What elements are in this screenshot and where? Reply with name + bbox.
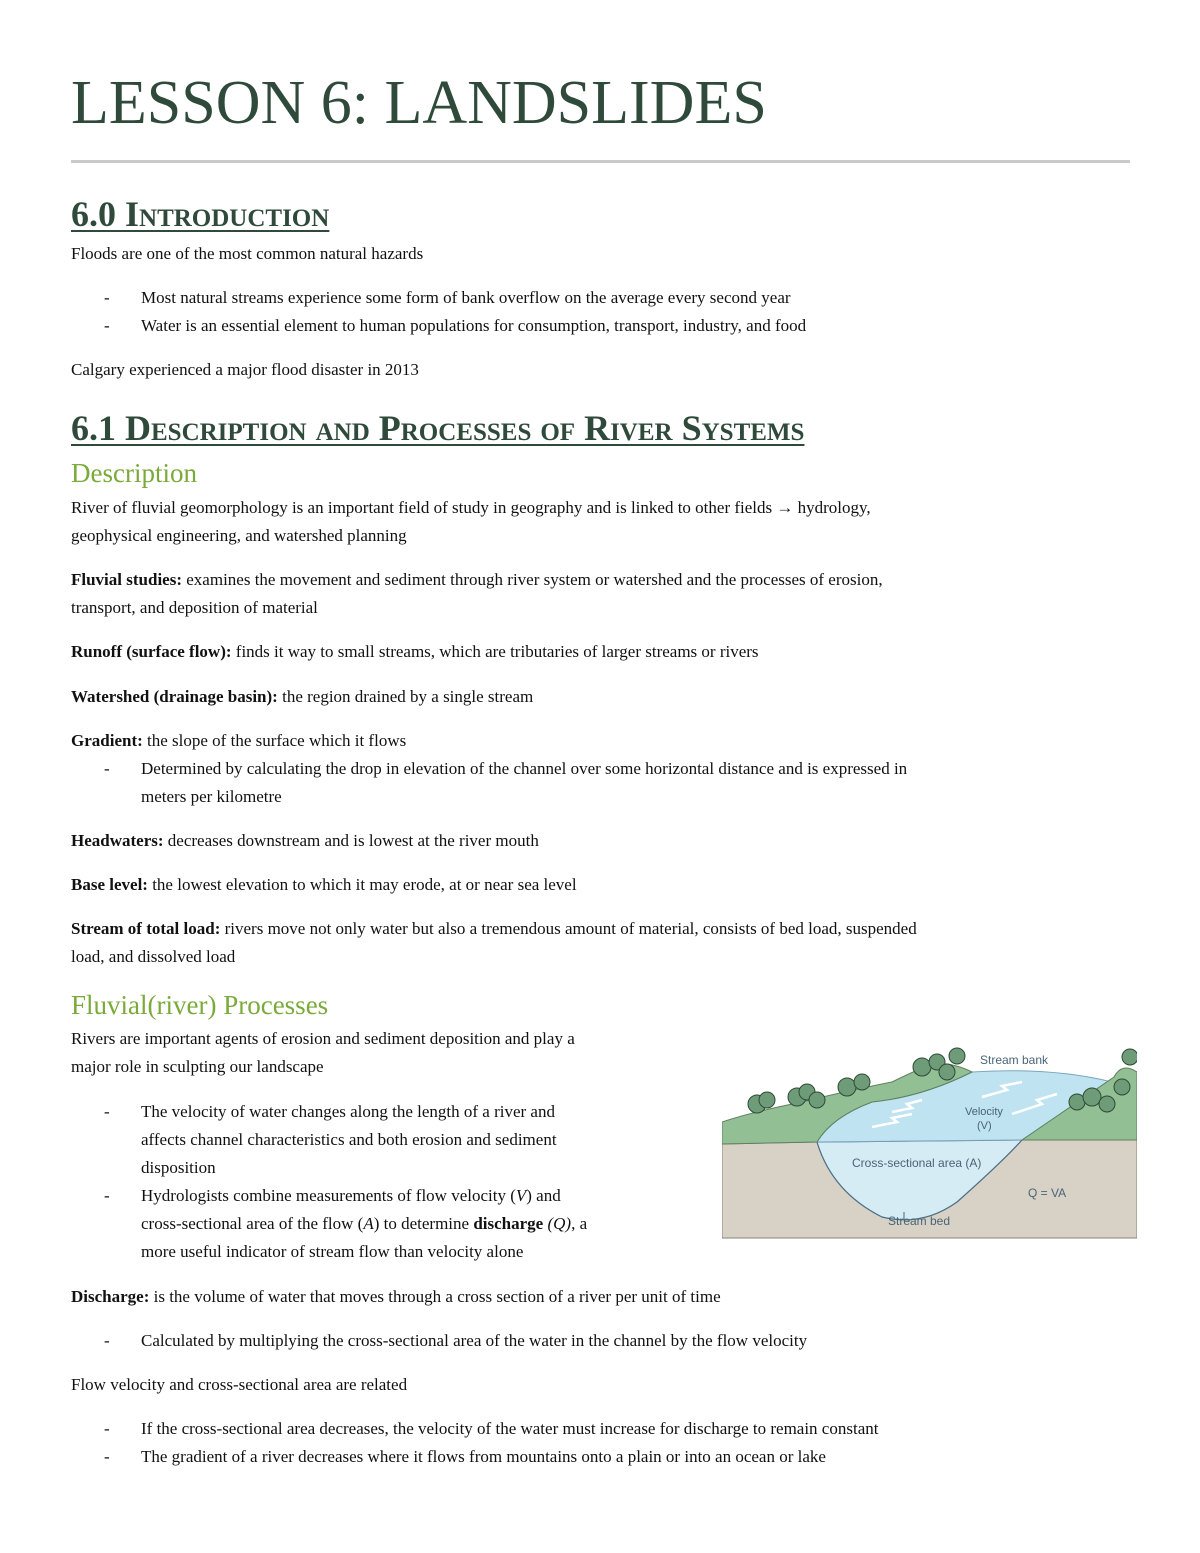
list-item-text: The velocity of water changes along the length of a river and bbox=[141, 1102, 555, 1121]
bullet-dash: - bbox=[104, 1331, 110, 1350]
description-line: geophysical engineering, and watershed planning bbox=[71, 526, 407, 545]
term: Discharge: bbox=[71, 1287, 150, 1306]
velocity-symbol: V bbox=[515, 1186, 527, 1205]
bullet-dash: - bbox=[104, 1186, 110, 1205]
term: Runoff (surface flow): bbox=[71, 642, 232, 661]
term: Watershed (drainage basin): bbox=[71, 687, 278, 706]
definition-runoff bbox=[71, 638, 759, 666]
section-heading-river-systems: 6.1 Description and Processes of River Systems bbox=[71, 408, 805, 448]
page-title: LESSON 6: LANDSLIDES bbox=[71, 69, 767, 137]
definition-watershed bbox=[71, 683, 533, 711]
definition-text: examines the movement and sediment through river system or watershed and the processes of erosion, bbox=[182, 570, 883, 589]
bullet-dash: - bbox=[104, 1102, 110, 1121]
calgary-text: Calgary experienced a major flood disaster in 2013 bbox=[71, 360, 419, 379]
bullet-dash: - bbox=[104, 316, 110, 335]
bullet-dash: - bbox=[104, 288, 110, 307]
text-run: ) and bbox=[526, 1186, 561, 1205]
title-divider bbox=[71, 160, 1130, 163]
list-item-text bbox=[141, 1182, 561, 1210]
list-item-text: If the cross-sectional area decreases, the velocity of the water must increase for discharge to remain constant bbox=[141, 1419, 879, 1438]
definition-text: is the volume of water that moves through a cross section of a river per unit of time bbox=[149, 1287, 721, 1306]
list-item-text: The gradient of a river decreases where it flows from mountains onto a plain or into an ocean or lake bbox=[141, 1447, 826, 1466]
label-velocity-symbol: (V) bbox=[977, 1120, 992, 1132]
section-heading-intro: 6.0 Introduction bbox=[71, 194, 330, 234]
term: Stream of total load: bbox=[71, 919, 221, 938]
definition-text: the region drained by a single stream bbox=[277, 687, 534, 706]
definition-base-level bbox=[71, 871, 577, 899]
definition-fluvial bbox=[71, 566, 883, 594]
term: Headwaters: bbox=[71, 831, 164, 850]
related-text: Flow velocity and cross-sectional area are related bbox=[71, 1375, 408, 1394]
area-symbol: A bbox=[363, 1214, 374, 1233]
label-equation: Q = VA bbox=[1028, 1186, 1067, 1200]
list-item-text: Most natural streams experience some form of bank overflow on the average every second year bbox=[141, 288, 791, 307]
term-discharge: discharge bbox=[473, 1214, 544, 1233]
definition-text: the lowest elevation to which it may erode, at or near sea level bbox=[147, 875, 577, 894]
label-velocity: Velocity bbox=[965, 1106, 1003, 1118]
intro-text: Floods are one of the most common natural hazards bbox=[71, 244, 424, 263]
definition-text: decreases downstream and is lowest at the river mouth bbox=[163, 831, 539, 850]
text-run: cross-sectional area of the flow ( bbox=[141, 1214, 364, 1233]
text-run: Hydrologists combine measurements of flow velocity ( bbox=[141, 1186, 516, 1205]
list-item-text: meters per kilometre bbox=[141, 787, 282, 806]
processes-line: major role in sculpting our landscape bbox=[71, 1057, 324, 1076]
subheading-fluvial-processes: Fluvial(river) Processes bbox=[71, 990, 329, 1020]
label-stream-bed: Stream bed bbox=[888, 1214, 951, 1228]
river-cross-section-figure bbox=[722, 1042, 1137, 1242]
definition-text: the slope of the surface which it flows bbox=[142, 731, 407, 750]
definition-text: finds it way to small streams, which are tributaries of larger streams or rivers bbox=[231, 642, 759, 661]
definition-fluvial-cont: transport, and deposition of material bbox=[71, 598, 318, 617]
term: Fluvial studies: bbox=[71, 570, 182, 589]
list-item-text: Calculated by multiplying the cross-sectional area of the water in the channel by the flow velocity bbox=[141, 1331, 808, 1350]
definition-gradient bbox=[71, 727, 406, 755]
bullet-dash: - bbox=[104, 1419, 110, 1438]
label-stream-bank: Stream bank bbox=[980, 1053, 1049, 1067]
definition-discharge bbox=[71, 1283, 721, 1311]
definition-text: rivers move not only water but also a tremendous amount of material, consists of bed load, suspended bbox=[220, 919, 917, 938]
list-item-text: disposition bbox=[141, 1158, 216, 1177]
subheading-description: Description bbox=[71, 458, 197, 488]
list-item-text: Water is an essential element to human populations for consumption, transport, industry, and food bbox=[141, 316, 807, 335]
bullet-dash: - bbox=[104, 759, 110, 778]
term: Base level: bbox=[71, 875, 148, 894]
list-item-text bbox=[141, 1210, 587, 1238]
definition-headwaters bbox=[71, 827, 539, 855]
label-cross-sectional-area: Cross-sectional area (A) bbox=[852, 1156, 982, 1170]
list-item-text: affects channel characteristics and both erosion and sediment bbox=[141, 1130, 557, 1149]
definition-stream-load-cont: load, and dissolved load bbox=[71, 947, 236, 966]
discharge-symbol: (Q) bbox=[543, 1214, 572, 1233]
description-line: River of fluvial geomorphology is an important field of study in geography and is linked to other fields → hydrology, bbox=[71, 498, 871, 517]
text-run: , a bbox=[571, 1214, 588, 1233]
term: Gradient: bbox=[71, 731, 143, 750]
list-item-text: Determined by calculating the drop in elevation of the channel over some horizontal distance and is expressed in bbox=[141, 759, 908, 778]
list-item-text: more useful indicator of stream flow than velocity alone bbox=[141, 1242, 524, 1261]
bullet-dash: - bbox=[104, 1447, 110, 1466]
processes-line: Rivers are important agents of erosion and sediment deposition and play a bbox=[71, 1029, 575, 1048]
definition-stream-load bbox=[71, 915, 917, 943]
text-run: ) to determine bbox=[373, 1214, 474, 1233]
